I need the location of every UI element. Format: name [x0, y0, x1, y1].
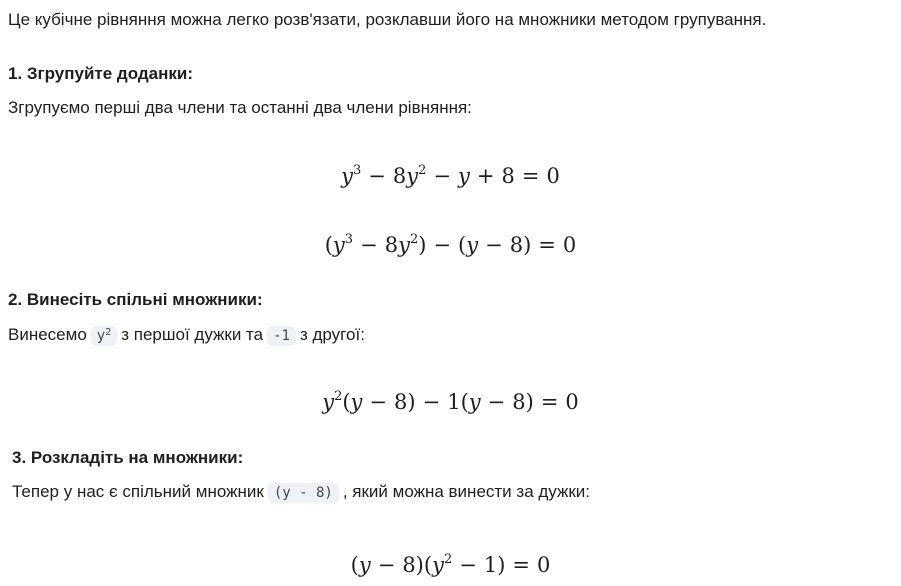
step1-text: Згрупуємо перші два члени та останні два члени рівняння:	[8, 98, 472, 117]
step2-text-before: Винесемо	[8, 325, 87, 344]
step3-text	[12, 480, 590, 505]
inline-code-y-squared: $y^2$	[91, 326, 117, 346]
step2-text-after: з другої:	[299, 325, 365, 344]
step3-text-after: , який можна винести за дужки:	[342, 482, 591, 501]
equation-4: $(y - 8)(y^2 - 1) = 0$	[350, 552, 551, 577]
step2-text-middle: з першої дужки та	[121, 325, 264, 344]
equation-3: $y^2(y - 8) - 1(y - 8) = 0$	[322, 389, 579, 414]
equation-1: $y^3 - 8y^2 - y + 8 = 0$	[341, 163, 560, 188]
step2-text	[8, 321, 365, 348]
inline-code-minus-one: -1	[267, 326, 296, 346]
step1-heading: 1. Згрупуйте доданки:	[8, 64, 194, 83]
step3-text-before: Тепер у нас є спільний множник	[12, 482, 264, 501]
inline-code-y-minus-8: (y - 8)	[268, 483, 339, 503]
step2-heading: 2. Винесіть спільні множники:	[8, 290, 263, 309]
intro-text: Це кубічне рівняння можна легко розв'язати, розклавши його на множники методом групування.	[8, 10, 767, 29]
step3-heading: 3. Розкладіть на множники:	[12, 448, 244, 467]
equation-2: $(y^3 - 8y^2) - (y - 8) = 0$	[324, 232, 577, 257]
